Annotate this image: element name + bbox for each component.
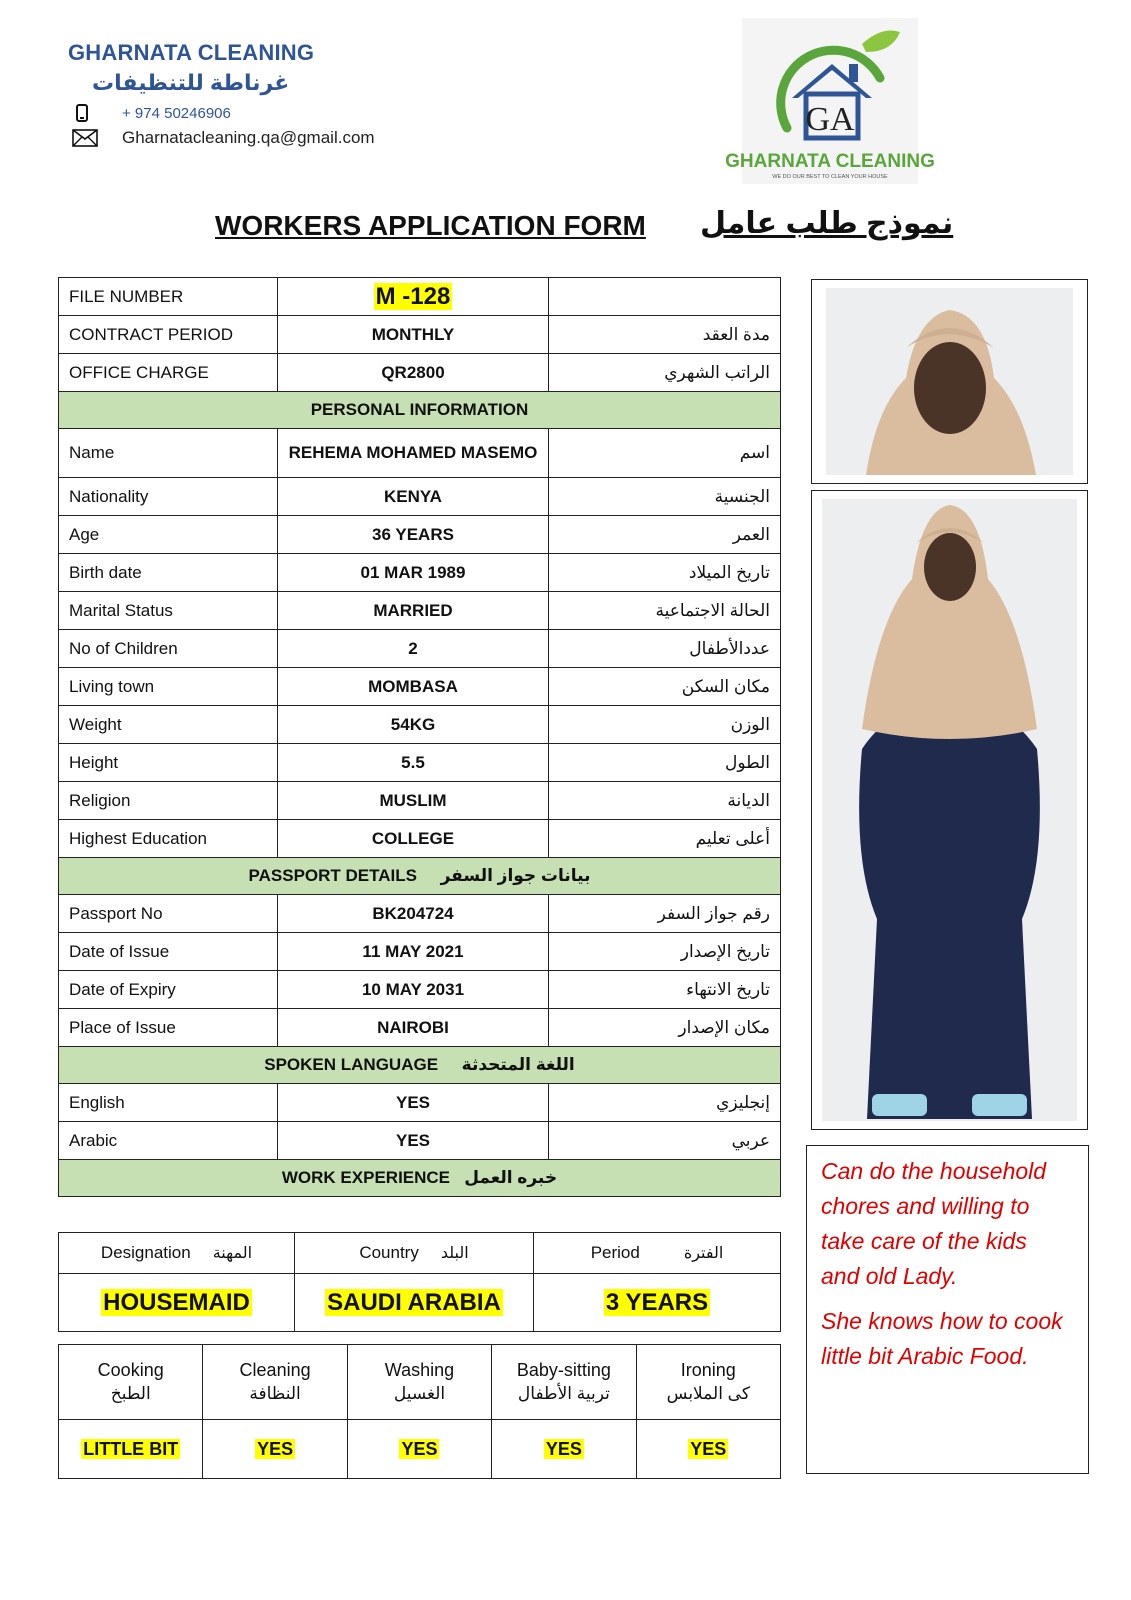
table-row bbox=[59, 630, 781, 668]
skill-name: Cooking bbox=[97, 1360, 164, 1380]
skill-name-arabic: الطبخ bbox=[110, 1384, 151, 1403]
field-label: CONTRACT PERIOD bbox=[59, 316, 278, 354]
company-phone: + 974 50246906 bbox=[122, 104, 231, 122]
table-row bbox=[59, 971, 781, 1009]
portrait-photo bbox=[826, 288, 1073, 475]
company-name: GHARNATA CLEANING bbox=[68, 40, 315, 65]
company-logo bbox=[725, 18, 935, 184]
field-label-arabic: الديانة bbox=[549, 782, 781, 820]
header-label-arabic: البلد bbox=[440, 1245, 469, 1262]
field-label-arabic: الراتب الشهري bbox=[549, 354, 781, 392]
table-row bbox=[59, 278, 781, 316]
skill-value-cell bbox=[636, 1420, 780, 1479]
envelope-icon bbox=[72, 129, 98, 147]
header-label-arabic: الفترة bbox=[683, 1245, 724, 1262]
skill-value: YES bbox=[545, 1438, 582, 1459]
field-label: Age bbox=[59, 516, 278, 554]
field-label-arabic: مكان السكن bbox=[549, 668, 781, 706]
field-label: Marital Status bbox=[59, 592, 278, 630]
notes-box bbox=[806, 1145, 1089, 1474]
experience-table bbox=[58, 1232, 781, 1332]
field-label: English bbox=[59, 1084, 278, 1122]
field-label: Place of Issue bbox=[59, 1009, 278, 1047]
header-label-arabic: المهنة bbox=[212, 1245, 253, 1262]
logo-wordmark: GHARNATA CLEANING bbox=[725, 151, 935, 172]
field-value: NAIROBI bbox=[278, 1009, 549, 1047]
section-title bbox=[59, 1047, 781, 1084]
field-value: REHEMA MOHAMED MASEMO bbox=[278, 429, 549, 478]
field-value: MARRIED bbox=[278, 592, 549, 630]
highlighted-value: SAUDI ARABIA bbox=[327, 1288, 501, 1316]
table-row bbox=[59, 782, 781, 820]
field-value: MUSLIM bbox=[278, 782, 549, 820]
field-label: OFFICE CHARGE bbox=[59, 354, 278, 392]
skill-value: YES bbox=[690, 1438, 727, 1459]
field-label-arabic: اسم bbox=[549, 429, 781, 478]
field-label-arabic: تاريخ الانتهاء bbox=[549, 971, 781, 1009]
table-row bbox=[59, 1009, 781, 1047]
skill-name: Baby-sitting bbox=[516, 1360, 611, 1380]
section-title-ar: خبره العمل bbox=[464, 1168, 558, 1187]
section-title-en: PASSPORT DETAILS bbox=[248, 866, 417, 885]
skill-header bbox=[203, 1345, 347, 1420]
field-label: Religion bbox=[59, 782, 278, 820]
note-text: Can do the household chores and willing to take care of the kids and old Lady. bbox=[821, 1158, 1047, 1289]
field-label-arabic: الحالة الاجتماعية bbox=[549, 592, 781, 630]
table-row bbox=[59, 1233, 781, 1274]
table-row bbox=[59, 1084, 781, 1122]
skills-table bbox=[58, 1344, 781, 1479]
skill-name: Washing bbox=[384, 1360, 455, 1380]
section-header bbox=[59, 392, 781, 429]
skill-value-cell bbox=[203, 1420, 347, 1479]
field-label-arabic: الوزن bbox=[549, 706, 781, 744]
logo-tagline: WE DO OUR BEST TO CLEAN YOUR HOUSE bbox=[772, 174, 888, 180]
file-number-value bbox=[278, 278, 549, 316]
full-body-photo-frame bbox=[811, 490, 1088, 1130]
section-title bbox=[59, 1160, 781, 1197]
phone-row bbox=[76, 104, 231, 122]
field-label-arabic: عددالأطفال bbox=[549, 630, 781, 668]
skill-header bbox=[492, 1345, 636, 1420]
skill-name: Cleaning bbox=[239, 1360, 311, 1380]
field-label: Arabic bbox=[59, 1122, 278, 1160]
country-value bbox=[295, 1274, 534, 1332]
field-label-arabic: أعلى تعليم bbox=[549, 820, 781, 858]
section-title-en: SPOKEN LANGUAGE bbox=[264, 1055, 439, 1074]
field-label: Living town bbox=[59, 668, 278, 706]
form-title-arabic: نموذج طلب عامل bbox=[700, 207, 954, 240]
svg-text:GA: GA bbox=[805, 101, 855, 138]
field-value: KENYA bbox=[278, 478, 549, 516]
field-value: 36 YEARS bbox=[278, 516, 549, 554]
table-row bbox=[59, 933, 781, 971]
table-row bbox=[59, 592, 781, 630]
field-value: 11 MAY 2021 bbox=[278, 933, 549, 971]
field-value: 5.5 bbox=[278, 744, 549, 782]
field-label: Nationality bbox=[59, 478, 278, 516]
table-row bbox=[59, 316, 781, 354]
skill-header bbox=[636, 1345, 780, 1420]
note-text: She knows how to cook little bit Arabic Food. bbox=[821, 1308, 1063, 1369]
header-label: Period bbox=[590, 1243, 640, 1262]
country-header bbox=[295, 1233, 534, 1274]
highlighted-value: HOUSEMAID bbox=[103, 1288, 250, 1316]
file-number: M -128 bbox=[375, 282, 451, 310]
field-value: MONTHLY bbox=[278, 316, 549, 354]
field-label: Date of Issue bbox=[59, 933, 278, 971]
highlighted-value: 3 YEARS bbox=[605, 1288, 709, 1316]
field-value: YES bbox=[278, 1122, 549, 1160]
field-label: Height bbox=[59, 744, 278, 782]
skill-name-arabic: الغسيل bbox=[393, 1384, 446, 1403]
table-row bbox=[59, 895, 781, 933]
company-name-arabic: غرناطة للتنظيفات bbox=[92, 70, 290, 95]
table-row bbox=[59, 1122, 781, 1160]
field-value: COLLEGE bbox=[278, 820, 549, 858]
field-label: Name bbox=[59, 429, 278, 478]
table-row bbox=[59, 668, 781, 706]
field-label: Highest Education bbox=[59, 820, 278, 858]
skill-value: LITTLE BIT bbox=[83, 1438, 179, 1459]
section-title bbox=[59, 858, 781, 895]
field-label: No of Children bbox=[59, 630, 278, 668]
header-label: Designation bbox=[100, 1243, 191, 1262]
skill-name-arabic: النظافة bbox=[249, 1384, 301, 1403]
skill-value-cell bbox=[347, 1420, 491, 1479]
company-email: Gharnatacleaning.qa@gmail.com bbox=[122, 128, 375, 147]
table-row bbox=[59, 744, 781, 782]
field-label-arabic: الجنسية bbox=[549, 478, 781, 516]
table-row bbox=[59, 354, 781, 392]
field-label: Birth date bbox=[59, 554, 278, 592]
designation-header bbox=[59, 1233, 295, 1274]
table-row bbox=[59, 478, 781, 516]
field-label-arabic: مكان الإصدار bbox=[549, 1009, 781, 1047]
skill-name-arabic: تربية الأطفال bbox=[517, 1384, 610, 1403]
skill-header bbox=[59, 1345, 203, 1420]
header-label: Country bbox=[359, 1243, 419, 1262]
skill-name-arabic: کی الملابس bbox=[666, 1384, 750, 1403]
field-value: MOMBASA bbox=[278, 668, 549, 706]
table-row bbox=[59, 1274, 781, 1332]
mobile-phone-icon bbox=[76, 104, 88, 122]
period-header bbox=[534, 1233, 781, 1274]
skill-value-cell bbox=[492, 1420, 636, 1479]
section-title-en: WORK EXPERIENCE bbox=[281, 1168, 451, 1187]
skill-header bbox=[347, 1345, 491, 1420]
skill-value: YES bbox=[257, 1438, 294, 1459]
portrait-photo-frame bbox=[811, 279, 1088, 484]
section-header bbox=[59, 858, 781, 895]
period-value bbox=[534, 1274, 781, 1332]
skill-value-cell bbox=[59, 1420, 203, 1479]
section-header bbox=[59, 1160, 781, 1197]
field-value: BK204724 bbox=[278, 895, 549, 933]
form-title: WORKERS APPLICATION FORM bbox=[215, 210, 646, 241]
field-value: 54KG bbox=[278, 706, 549, 744]
field-value: 2 bbox=[278, 630, 549, 668]
table-row bbox=[59, 429, 781, 478]
skill-value: YES bbox=[401, 1438, 438, 1459]
info-table bbox=[58, 277, 781, 1197]
field-label: Passport No bbox=[59, 895, 278, 933]
section-title-ar: بيانات جواز السفر bbox=[440, 866, 591, 885]
table-row bbox=[59, 1345, 781, 1420]
table-row bbox=[59, 554, 781, 592]
field-label-arabic: إنجليزي bbox=[549, 1084, 781, 1122]
field-value: QR2800 bbox=[278, 354, 549, 392]
field-label-arabic: تاريخ الميلاد bbox=[549, 554, 781, 592]
field-value: YES bbox=[278, 1084, 549, 1122]
field-label-arabic: العمر bbox=[549, 516, 781, 554]
section-title: PERSONAL INFORMATION bbox=[59, 392, 781, 429]
field-label-arabic: الطول bbox=[549, 744, 781, 782]
section-header bbox=[59, 1047, 781, 1084]
field-label: Date of Expiry bbox=[59, 971, 278, 1009]
skill-name: Ironing bbox=[680, 1360, 736, 1380]
field-label: Weight bbox=[59, 706, 278, 744]
field-label-arabic: رقم جواز السفر bbox=[549, 895, 781, 933]
section-title-ar: اللغة المتحدثة bbox=[461, 1055, 575, 1074]
designation-value bbox=[59, 1274, 295, 1332]
table-row bbox=[59, 516, 781, 554]
table-row bbox=[59, 1420, 781, 1479]
table-row bbox=[59, 820, 781, 858]
email-row bbox=[72, 128, 375, 148]
empty-cell bbox=[549, 278, 781, 316]
field-value: 01 MAR 1989 bbox=[278, 554, 549, 592]
field-label-arabic: عربي bbox=[549, 1122, 781, 1160]
field-label-arabic: تاريخ الإصدار bbox=[549, 933, 781, 971]
full-body-photo bbox=[822, 499, 1077, 1121]
field-value: 10 MAY 2031 bbox=[278, 971, 549, 1009]
table-row bbox=[59, 706, 781, 744]
field-label-arabic: مدة العقد bbox=[549, 316, 781, 354]
field-label: FILE NUMBER bbox=[59, 278, 278, 316]
